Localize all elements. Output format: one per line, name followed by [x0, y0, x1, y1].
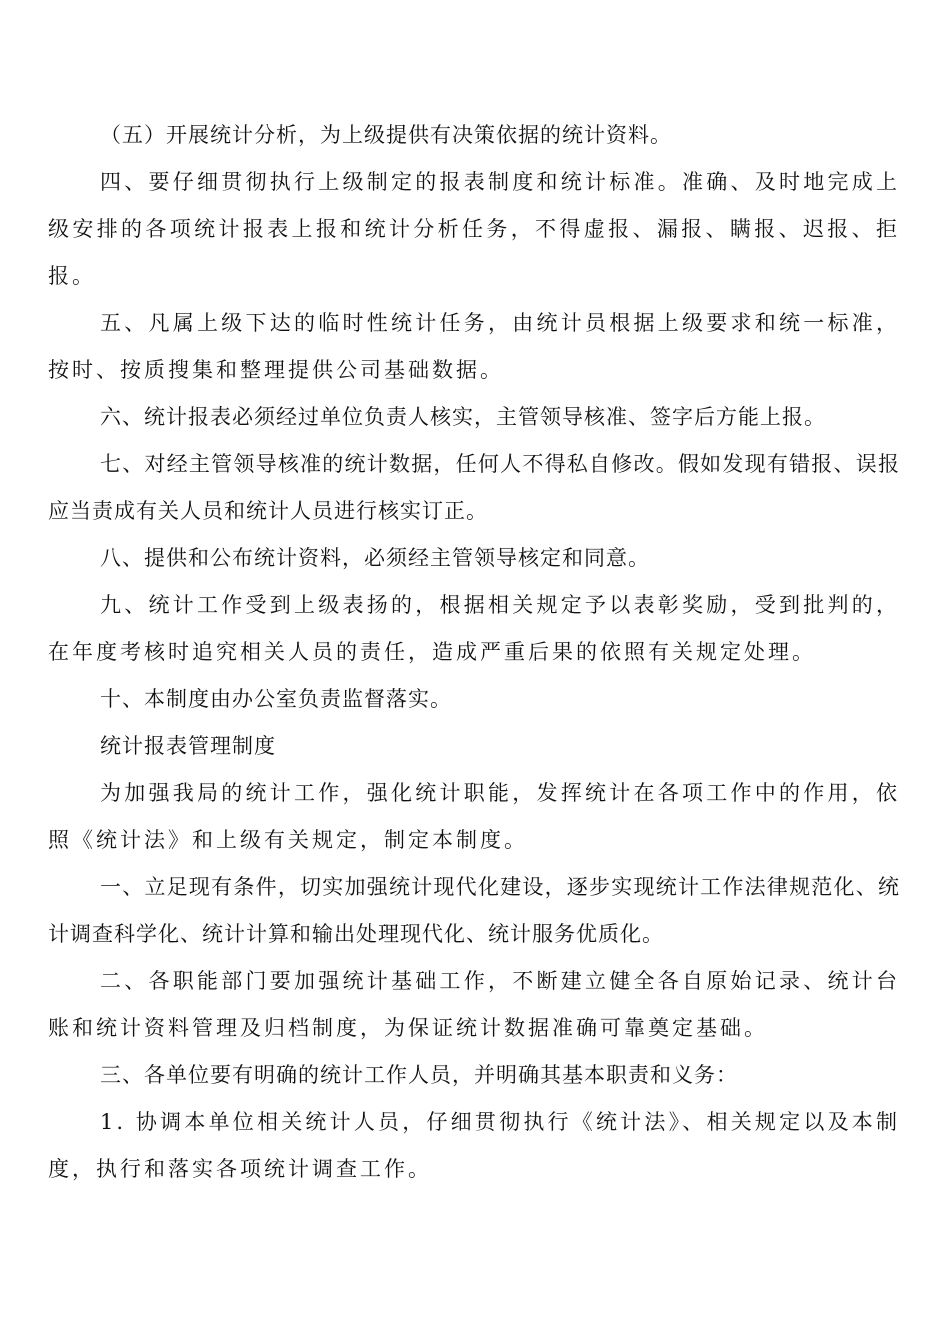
paragraph-clause-3: 三、各单位要有明确的统计工作人员，并明确其基本职责和义务：: [100, 1063, 738, 1087]
paragraph-article-6: 六、统计报表必须经过单位负责人核实，主管领导核准、签字后方能上报。: [100, 405, 826, 429]
paragraph-preamble: 为加强我局的统计工作，强化统计职能，发挥统计在各项工作中的作用，依照《统计法》和上级有关规定，制定本制度。: [48, 781, 900, 852]
paragraph-article-4: 四、要仔细贯彻执行上级制定的报表制度和统计标准。准确、及时地完成上级安排的各项统计报表上报和统计分析任务，不得虚报、漏报、瞒报、迟报、拒报。: [48, 170, 900, 288]
paragraph-article-10: 十、本制度由办公室负责监督落实。: [100, 687, 452, 711]
paragraph-article-9: 九、统计工作受到上级表扬的，根据相关规定予以表彰奖励，受到批判的，在年度考核时追究相关人员的责任，造成严重后果的依照有关规定处理。: [48, 593, 900, 664]
document-body: [48, 112, 900, 1193]
paragraph-article-8: 八、提供和公布统计资料，必须经主管领导核定和同意。: [100, 546, 650, 570]
paragraph-clause-1: 一、立足现有条件，切实加强统计现代化建设，逐步实现统计工作法律规范化、统计调查科学化、统计计算和输出处理现代化、统计服务优质化。: [48, 875, 900, 946]
paragraph-article-7: 七、对经主管领导核准的统计数据，任何人不得私自修改。假如发现有错报、误报应当责成有关人员和统计人员进行核实订正。: [48, 452, 900, 523]
paragraph-article-5: 五、凡属上级下达的临时性统计任务，由统计员根据上级要求和统一标准，按时、按质搜集和整理提供公司基础数据。: [48, 311, 900, 382]
paragraph-clause-2: 二、各职能部门要加强统计基础工作，不断建立健全各自原始记录、统计台账和统计资料管理及归档制度，为保证统计数据准确可靠奠定基础。: [48, 969, 900, 1040]
paragraph-subitem-1: 1. 协调本单位相关统计人员，仔细贯彻执行《统计法》、相关规定以及本制度，执行和落实各项统计调查工作。: [48, 1110, 900, 1181]
section-title: 统计报表管理制度: [100, 734, 276, 758]
paragraph-item-5-analysis: （五）开展统计分析，为上级提供有决策依据的统计资料。: [100, 123, 672, 147]
